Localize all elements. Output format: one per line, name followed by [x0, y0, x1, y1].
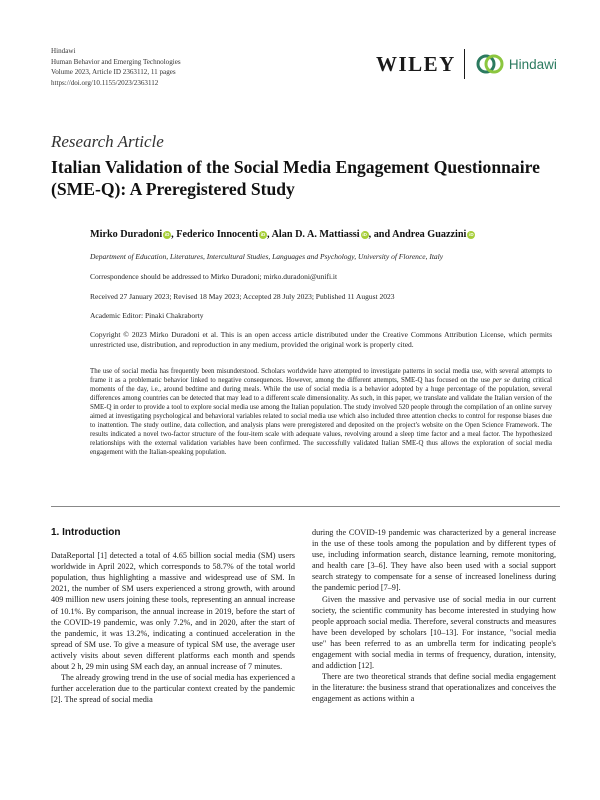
author-separator: ,	[267, 229, 272, 240]
body-paragraph: There are two theoretical strands that define social media engagement in the literature: the business strand that operationalizes and conceives the engagement as actions within a	[312, 672, 556, 704]
orcid-icon[interactable]: iD	[362, 232, 367, 237]
body-paragraph: DataReportal [1] detected a total of 4.65 billion social media (SM) users worldwide in April 2022, which corresponds to 58.7% of the total world population, thus highlighting a massive and widespread use of SM. In 2021, the number of SM users experienced a strong growth, with around 409 million new users joining these tools, representing an annual increase of 10.1%. By comparison, the annual increase in 2019, before the start of the COVID-19 pandemic, was only 7.2%, and in 2020, after the start of the pandemic, it was 13.2%, indicating a continued acceleration in the spread of SM use. To give a measure of typical SM use, the average user actively visits about seven different platforms each month and spends about 2 h, 29 min using SM each day, an annual increase of 7 minutes.	[51, 551, 295, 672]
author-list	[90, 229, 560, 240]
body-column-right	[312, 527, 556, 705]
author-separator: , and	[368, 229, 393, 240]
journal-name: Human Behavior and Emerging Technologies	[51, 57, 181, 66]
orcid-icon[interactable]: iD	[164, 232, 170, 237]
body-paragraph: Given the massive and pervasive use of social media in our current society, the scientific community has become interested in studying how people approach social media. Therefore, several constructs and measures have been developed by scholars [10–13]. For instance, "social media use" has been referred to as an umbrella term for indicating people's engagement with social media in terms of frequency, duration, intensity, and addiction [12].	[312, 594, 556, 671]
author-name[interactable]: Federico Innocenti	[176, 229, 259, 240]
body-paragraph: during the COVID-19 pandemic was characterized by a general increase in the use of these tools among the population and by different types of use, including information search, distance learning, remote monitoring, and health care [3–6]. They have also been used with a social support search strategy to compensate for a sense of increased loneliness during the pandemic period [7–9].	[312, 528, 556, 593]
academic-editor: Academic Editor: Pinaki Chakraborty	[90, 311, 204, 320]
doi-link[interactable]: https://doi.org/10.1155/2023/2363112	[51, 78, 159, 87]
publisher-line: Hindawi	[51, 47, 76, 55]
article-title: Italian Validation of the Social Media Engagement Questionnaire (SME-Q): A Preregistered Study	[51, 157, 540, 199]
abstract-emphasis: per se	[492, 377, 510, 385]
publisher-branding	[376, 48, 557, 80]
orcid-icon[interactable]: iD	[260, 232, 266, 237]
body-column-left	[51, 527, 295, 705]
abstract-text: The use of social media has frequently been misunderstood. Scholars worldwide have attempted to investigate patterns in social media use, with several attempts to frame it as a problematic behavior linked to negative consequences. However, among the different attempts, SME-Q has focused on the use	[90, 368, 552, 385]
author-separator: ,	[171, 229, 177, 240]
orcid-icon[interactable]: iD	[469, 232, 474, 237]
author-name[interactable]: Mirko Duradoni	[90, 229, 163, 240]
volume-line: Volume 2023, Article ID 2363112, 11 pages	[51, 68, 176, 77]
publication-dates: Received 27 January 2023; Revised 18 May 2023; Accepted 28 July 2023; Published 11 August 2023	[90, 292, 395, 301]
affiliation: Department of Education, Literatures, Intercultural Studies, Languages and Psychology, University of Florence, Italy	[90, 252, 444, 261]
hindawi-wordmark: Hindawi	[508, 56, 557, 72]
author-name[interactable]: Alan D. A. Mattiassi	[271, 229, 360, 240]
body-paragraph: The already growing trend in the use of social media has experienced a further acceleration due to the particular context created by the pandemic [2]. The spread of social media	[51, 673, 295, 705]
abstract	[90, 367, 552, 457]
author-name[interactable]: Andrea Guazzini	[392, 229, 467, 240]
wiley-logo: WILEY	[376, 51, 456, 76]
journal-meta	[51, 46, 181, 88]
article-type: Research Article	[51, 132, 164, 151]
hindawi-logo-icon	[475, 53, 505, 75]
abstract-text: during critical moments of the day, i.e., around bedtime and during meals. While the use of social media is a behavior adopted by a huge percentage of the population, several differences among countries can be detected that may lead to a different scale dimensionality. As such, in this paper, we translate and validate the Italian version of the SME-Q in order to provide a tool to explore social media use among the Italian population. The study involved 520 people through the compilation of an online survey aimed at investigating psychological and behavioral variables related to social media use which also included three attention checks to control for response biases due to inattention. The study outline, data collection, and analysis plans were preregistered and deposited on the project's website on the Open Science Framework. The results indicated a novel two-factor structure of the four-item scale with adequate values, revolving around a sleep time factor and a meal factor. The hypothesized relationships with the external validation variables have been confirmed. The successfully validated Italian SME-Q thus allows the exploration of social media engagement with the Italian-speaking population.	[90, 377, 552, 457]
brand-divider	[464, 49, 465, 79]
section-heading: 1. Introduction	[51, 527, 121, 538]
copyright-notice: Copyright © 2023 Mirko Duradoni et al. This is an open access article distributed under the Creative Commons Attribution License, which permits unrestricted use, distribution, and reproduction in any medium, provided the original work is properly cited.	[90, 330, 552, 349]
correspondence: Correspondence should be addressed to Mirko Duradoni; mirko.duradoni@unifi.it	[90, 272, 338, 281]
section-divider	[51, 506, 560, 507]
